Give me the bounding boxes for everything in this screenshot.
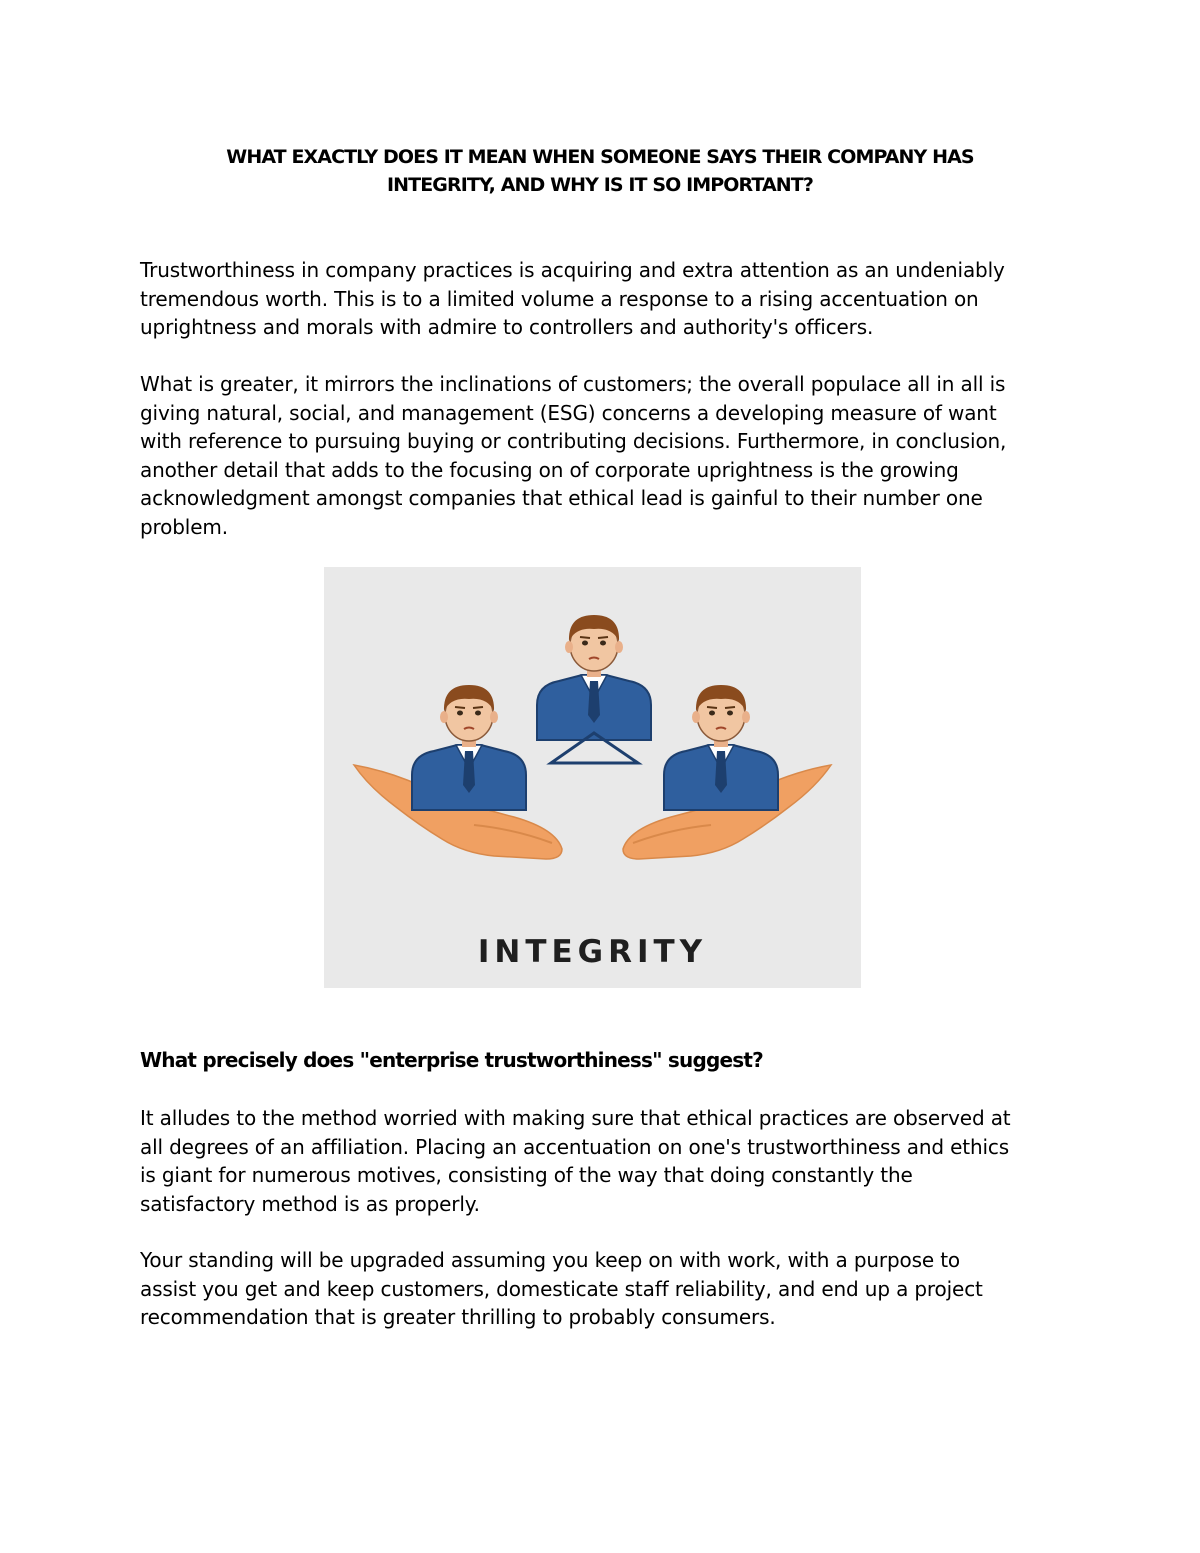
integrity-illustration [324, 567, 861, 988]
document-title [140, 143, 1060, 199]
person-icon [537, 615, 651, 740]
figure-caption: INTEGRITY [477, 934, 708, 970]
section-subheading: What precisely does "enterprise trustworthiness" suggest? [140, 1048, 763, 1072]
text-line: all degrees of an affiliation. Placing an accentuation on one's trustworthiness and ethics [140, 1134, 1010, 1159]
text-line: tremendous worth. This is to a limited volume a response to a rising accentuation on [140, 286, 979, 311]
person-icon [412, 685, 526, 810]
title-line: INTEGRITY, AND WHY IS IT SO IMPORTANT? [386, 174, 813, 196]
text-line: satisfactory method is as properly. [140, 1191, 480, 1216]
integrity-graphic [324, 567, 861, 988]
paragraph-customers [140, 370, 1070, 542]
text-line: with reference to pursuing buying or contributing decisions. Furthermore, in conclusion, [140, 429, 1007, 454]
text-line: problem. [140, 514, 228, 539]
text-line: It alludes to the method worried with making sure that ethical practices are observed at [140, 1106, 1011, 1130]
text-line: is giant for numerous motives, consisting of the way that doing constantly the [140, 1163, 913, 1188]
text-line: another detail that adds to the focusing on of corporate uprightness is the growing [140, 457, 959, 482]
text-line: What is greater, it mirrors the inclinations of customers; the overall populace all in all is [140, 372, 1006, 396]
paragraph-reputation [140, 1246, 1070, 1332]
text-line: assist you get and keep customers, domesticate staff reliability, and end up a project [140, 1276, 983, 1301]
text-line: acknowledgment amongst companies that ethical lead is gainful to their number one [140, 486, 983, 511]
text-line: Your standing will be upgraded assuming you keep on with work, with a purpose to [140, 1248, 961, 1272]
paragraph-intro [140, 256, 1070, 342]
text-line: giving natural, social, and management (ESG) concerns a developing measure of want [140, 400, 997, 425]
text-line: Trustworthiness in company practices is acquiring and extra attention as an undeniably [140, 258, 1005, 282]
paragraph-definition [140, 1104, 1070, 1218]
text-line: recommendation that is greater thrilling to probably consumers. [140, 1305, 776, 1330]
title-line: WHAT EXACTLY DOES IT MEAN WHEN SOMEONE SAYS THEIR COMPANY HAS [226, 146, 974, 168]
person-icon [664, 685, 778, 810]
text-line: uprightness and morals with admire to controllers and authority's officers. [140, 315, 874, 340]
